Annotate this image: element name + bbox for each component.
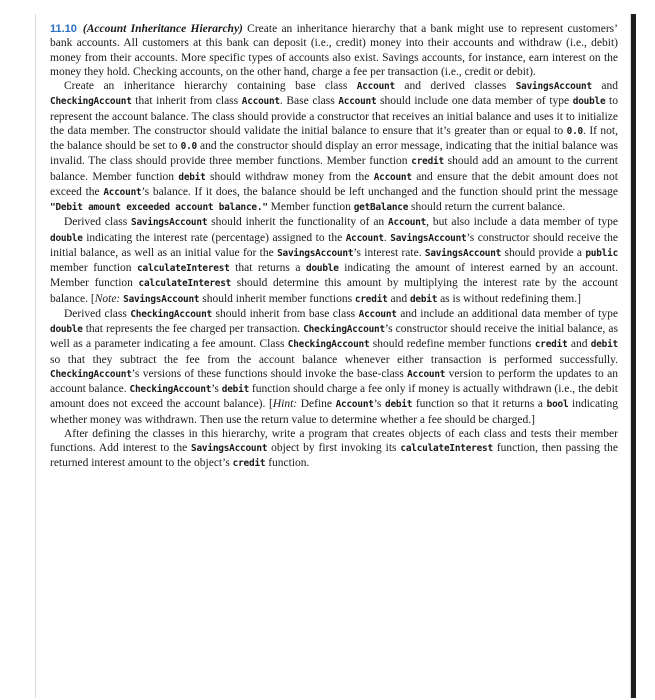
code-term: CheckingAccount	[303, 324, 385, 335]
code-term: SavingsAccount	[191, 443, 268, 454]
code-term: Account	[241, 96, 280, 108]
text-run: function so that it returns a	[412, 398, 547, 411]
code-term: SavingsAccount	[123, 293, 200, 305]
code-term: CheckingAccount	[130, 308, 212, 320]
text-run: function should charge a fee only if money is actually withdrawn (i.e., the debit amount does not exceed the account balance). [	[50, 383, 619, 411]
exercise-text	[50, 22, 618, 472]
code-term: 0.0	[180, 141, 197, 152]
text-run: that inherit from class	[131, 95, 242, 108]
text-run: ’s versions of these functions should invoke the base-class	[131, 367, 408, 380]
italic-note: Hint:	[272, 398, 298, 411]
paragraph-3	[50, 215, 618, 307]
code-term: 0.0	[566, 125, 583, 137]
code-term: credit	[354, 293, 388, 305]
code-term: CheckingAccount	[287, 339, 370, 351]
text-run: member function	[50, 262, 138, 274]
code-term: debit	[178, 171, 206, 183]
text-run: . If not, the balance should be set to	[50, 124, 618, 152]
page-frame	[35, 14, 631, 698]
code-term: calculateInterest	[138, 278, 232, 290]
text-run: . Base class	[279, 95, 339, 108]
code-term: SavingsAccount	[424, 247, 502, 259]
text-run: that represents the fee charged per transaction.	[82, 323, 304, 335]
code-term: calculateInterest	[137, 263, 230, 274]
text-run: ’s constructor should receive the initial balance, as well as a parameter indicating a fee amount. Class	[50, 323, 618, 351]
code-term: CheckingAccount	[129, 384, 212, 395]
text-run: should add an amount to the current balance. Member function	[50, 155, 618, 183]
code-term: Account	[358, 308, 397, 320]
paragraph-1	[50, 22, 618, 79]
code-term: double	[50, 232, 83, 244]
code-term: Account	[388, 217, 427, 229]
italic-note: Note:	[94, 292, 121, 305]
code-term: public	[585, 247, 619, 259]
text-run: and	[387, 292, 410, 305]
text-run: and	[591, 80, 618, 92]
code-term: calculateInterest	[400, 443, 493, 454]
code-term: Account	[338, 96, 377, 108]
text-run: After defining the classes in this hierarchy, write a program that creates objects of each class and tests their member functions. Add interest to the	[50, 427, 618, 454]
text-run: indicating the interest rate (percentage) assigned to the	[82, 231, 346, 244]
code-term: Account	[356, 81, 395, 92]
code-term: credit	[411, 156, 444, 168]
text-run: indicating the amount of interest earned by an account. Member function	[50, 262, 618, 290]
exercise-title: (Account Inheritance Hierarchy)	[82, 23, 243, 35]
text-run: ’s interest rate.	[353, 246, 425, 259]
text-run: Create an inheritance hierarchy containing base class	[64, 80, 357, 92]
text-run: that returns a	[229, 262, 307, 274]
text-run: ’s balance. If it does, the balance should be left unchanged and the function should print the message	[141, 185, 618, 198]
text-run: ’s	[211, 383, 222, 395]
code-term: double	[572, 96, 606, 108]
text-run: Create an inheritance hierarchy that a bank might use to represent customers’ bank accounts. All customers at this bank can deposit (i.e., credit) money into their accounts and withdraw (i.e., debit) money from their accounts. More specific types of accounts also exist. Savings accounts, for instance, earn interest on the money they hold. Checking accounts, on the other hand, charge a fee per transaction (i.e., credit or debit).	[50, 23, 618, 78]
text-run: indicating whether money was withdrawn. Then use the return value to determine whether a fee should be charged.]	[50, 398, 619, 426]
code-term: Account	[335, 399, 374, 411]
text-run: should withdraw money from the	[205, 170, 374, 183]
code-term: credit	[534, 339, 568, 351]
code-term: Account	[373, 171, 412, 183]
text-run: and include an additional data member of type	[396, 307, 618, 320]
paragraph-4	[50, 307, 618, 427]
code-term: Account	[407, 368, 446, 380]
text-run: function.	[265, 457, 310, 470]
code-term: Account	[345, 232, 384, 244]
code-term: double	[50, 324, 83, 335]
text-run: should provide a	[501, 246, 586, 259]
text-run: and	[567, 338, 591, 351]
text-run: should determine this amount by multiplying the interest rate by the account balance. [	[50, 277, 618, 305]
text-run: and ensure that the debit amount does not exceed the	[50, 170, 618, 198]
code-term: bool	[546, 399, 569, 411]
text-run: Derived class	[64, 307, 131, 320]
code-term: debit	[221, 384, 250, 395]
text-run: and derived classes	[394, 80, 516, 92]
code-term: Account	[103, 186, 142, 198]
text-run: should return the current balance.	[408, 201, 566, 213]
exercise-number: 11.10	[50, 23, 77, 35]
text-run: object by first invoking its	[267, 442, 401, 454]
code-term: debit	[409, 293, 438, 305]
code-term: CheckingAccount	[50, 368, 132, 380]
text-run: should include one data member of type	[376, 95, 573, 108]
text-run: as is without redefining them.]	[437, 292, 581, 305]
text-run: and the constructor should display an error message, indicating that the initial balance was invalid. The class should provide three member functions. Member function	[50, 140, 618, 168]
text-run: .	[383, 231, 391, 244]
text-run: should inherit from base class	[212, 307, 359, 320]
paragraph-5	[50, 427, 618, 472]
paragraph-2	[50, 79, 618, 215]
text-run: should inherit member functions	[199, 292, 355, 305]
text-run: Define	[297, 398, 336, 411]
text-run: should inherit the functionality of an	[207, 216, 388, 229]
text-run: Derived class	[64, 216, 132, 229]
text-run: to represent the account balance. The class should provide a constructor that receives an initial balance and uses it to initialize the data member. The constructor should validate the initial balance to ensure that it’s greater than or equal to	[50, 95, 618, 137]
code-term: SavingsAccount	[131, 217, 208, 229]
text-run: should redefine member functions	[369, 338, 535, 351]
text-run: so that they subtract the fee from the account balance whenever either transaction is performed successfully.	[50, 353, 618, 366]
code-term: debit	[385, 399, 413, 411]
code-term: CheckingAccount	[50, 96, 132, 108]
code-term: SavingsAccount	[390, 232, 467, 244]
code-term: "Debit amount exceeded account balance."	[50, 202, 268, 213]
code-term: debit	[590, 339, 618, 351]
text-run: ’s	[373, 398, 385, 411]
code-term: credit	[232, 458, 266, 470]
text-run: version to perform the updates to an account balance.	[50, 367, 618, 395]
code-term: double	[306, 263, 339, 274]
text-run: , but also include a data member of type	[426, 216, 618, 229]
text-run: ’s constructor should receive the initial balance, as well as an initial value for the	[50, 231, 618, 259]
code-term: SavingsAccount	[515, 81, 592, 92]
text-run: function, then passing the returned interest amount to the object’s	[50, 442, 618, 470]
code-term: getBalance	[353, 202, 409, 213]
code-term: SavingsAccount	[277, 247, 354, 259]
text-run: Member function	[267, 201, 354, 213]
